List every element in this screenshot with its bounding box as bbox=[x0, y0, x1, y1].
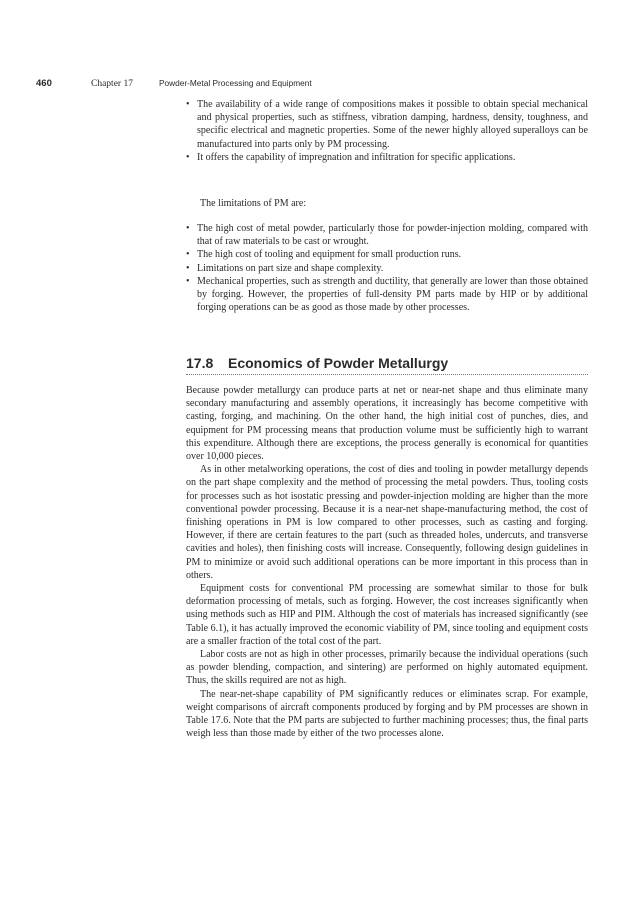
list-item: • Mechanical properties, such as strength and ductility, that generally are lower than those obtained by forging. However, the properties of full-density PM parts made by HIP or by additional forging operations can be as good as those made by other processes. bbox=[186, 275, 588, 315]
paragraph: The near-net-shape capability of PM significantly reduces or eliminates scrap. For example, weight comparisons of aircraft components produced by forging and by PM processes are shown in Table 17.6. Note that the PM parts are subjected to further machining processes; thus, the final parts weigh less than those made by either of the two processes alone. bbox=[186, 688, 588, 740]
chapter-label: Chapter 17 bbox=[91, 79, 133, 89]
section-number: 17.8 bbox=[186, 355, 214, 371]
list-item: • It offers the capability of impregnation and infiltration for specific applications. bbox=[186, 151, 588, 164]
section-title: Economics of Powder Metallurgy bbox=[228, 355, 449, 371]
chapter-title: Powder-Metal Processing and Equipment bbox=[159, 78, 312, 88]
section-heading bbox=[186, 354, 448, 372]
page-number: 460 bbox=[36, 78, 52, 89]
list-item: • The high cost of metal powder, particularly those for powder-injection molding, compared with that of raw materials to be cast or wrought. bbox=[186, 222, 588, 248]
limitations-intro: The limitations of PM are: bbox=[200, 198, 307, 209]
running-head bbox=[36, 77, 596, 90]
list-item: • Limitations on part size and shape complexity. bbox=[186, 262, 588, 275]
section-divider bbox=[186, 374, 588, 375]
paragraph: Equipment costs for conventional PM processing are somewhat similar to those for bulk deformation processing of metals, such as forging. However, the cost increases significantly when using methods such as HIP and PIM. Although the cost of materials has increased significantly (see Table 6.1), it has actually improved the economic viability of PM, since tooling and equipment costs are a smaller fraction of the total cost of the part. bbox=[186, 583, 588, 647]
list-item: • The availability of a wide range of compositions makes it possible to obtain special mechanical and physical properties, such as stiffness, vibration damping, hardness, density, toughness, and specific electrical and magnetic properties. Some of the newer highly alloyed superalloys can be manufactured into parts only by PM processing. bbox=[186, 98, 588, 151]
paragraph: Because powder metallurgy can produce parts at net or near-net shape and thus eliminate many secondary manufacturing and assembly operations, it increasingly has become competitive with casting, forging, and machining. On the other hand, the high initial cost of punches, dies, and equipment for PM processing means that production volume must be sufficiently high to warrant this expenditure. Although there are exceptions, the process generally is economical for quantities over 10,000 pieces. bbox=[186, 385, 588, 463]
advantages-list bbox=[186, 98, 588, 164]
limitations-list bbox=[186, 222, 588, 314]
paragraph: As in other metalworking operations, the cost of dies and tooling in powder metallurgy depends on the part shape complexity and the method of processing the metal powders. Thus, tooling costs for processes such as hot isostatic pressing and powder-injection molding are higher than the more conventional powder processing. Because it is a near-net shape-manufacturing method, the cost of finishing operations in PM is low compared to other processes, such as casting and forging. However, if there are certain features to the part (such as threaded holes, undercuts, and transverse cavities and holes), then finishing costs will increase. Consequently, following design guidelines in PM to minimize or avoid such additional operations can be more important in this process than in others. bbox=[186, 464, 588, 581]
list-item: • The high cost of tooling and equipment for small production runs. bbox=[186, 248, 588, 261]
paragraph: Labor costs are not as high in other processes, primarily because the individual operations (such as powder blending, compaction, and sintering) are performed on highly automated equipment. Thus, the skills required are not as high. bbox=[186, 649, 588, 687]
section-body bbox=[186, 384, 588, 740]
